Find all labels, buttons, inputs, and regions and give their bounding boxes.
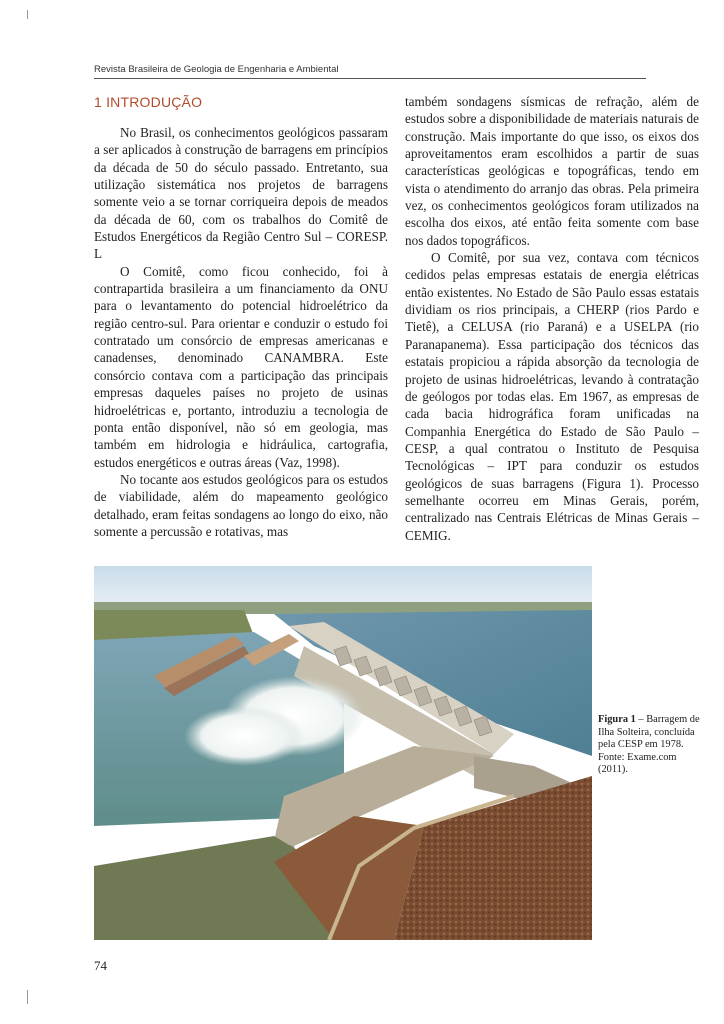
dam-photo [94, 566, 592, 940]
paragraph-continuation: também sondagens sísmicas de refração, além de estudos sobre a disponibilidade de materiais naturais de construção. Mais importante do que isso, os eixos dos aproveitamentos eram escolhidos a partir de suas características geológicas e topográficas, tendo em vista o atendimento do arranjo das obras. Pela primeira vez, os conhecimentos geológicos foram utilizados na escolha dos eixos, até então feita somente com base nos dados topográficos. [405, 94, 699, 248]
caption-text: – Barragem de Ilha Solteira, concluída pela CESP em 1978. Fonte: Exame.com (2011). [598, 714, 700, 776]
caption-label: Figura 1 [598, 714, 636, 725]
left-column [94, 93, 388, 540]
header-rule [94, 78, 646, 79]
journal-header: Revista Brasileira de Geologia de Engenharia e Ambiental [94, 64, 339, 75]
right-column [405, 93, 699, 544]
page-number: 74 [94, 958, 107, 973]
crop-mark-top [27, 10, 28, 19]
paragraph: O Comitê, como ficou conhecido, foi à contrapartida brasileira a um financiamento da ONU para o levantamento do potencial hidroelétrico da região centro-sul. Para orientar e conduzir o estudo foi contratado um consórcio de empresas americanas e canadenses, denominado CANAMBRA. Este consórcio contava com a participação das principais empresas daqueles países no projeto de usinas hidroelétricas e, portanto, introduziu a tecnologia de ponta então disponível, não só em geologia, mas também em hidrologia e hidráulica, cartografia, estudos energéticos e outras áreas (Vaz, 1998). [94, 263, 388, 470]
figure-caption [598, 714, 702, 777]
crop-mark-bottom [27, 990, 28, 1004]
paragraph: No tocante aos estudos geológicos para os estudos de viabilidade, além do mapeamento geológico detalhado, eram feitas sondagens ao longo do eixo, não somente a percussão e rotativas, mas [94, 471, 388, 539]
paragraph: No Brasil, os conhecimentos geológicos passaram a ser aplicados à construção de barragens em princípios da década de 50 do século passado. Entretanto, sua utilização sistemática nos projetos de barragens somente veio a se tornar corriqueira depois de meados da década de 60, com os trabalhos do Comitê de Estudos Energéticos da Região Centro Sul – CORESP. L [94, 125, 388, 262]
section-heading: 1 INTRODUÇÃO [94, 94, 203, 110]
paragraph: O Comitê, por sua vez, contava com técnicos cedidos pelas empresas estatais de energia elétricas então existentes. No Estado de São Paulo essas estatais dividiam os rios principais, a CHERP (rios Pardo e Tietê), a CELUSA (rio Paraná) e a USELPA (rio Paranapanema). Essa participação dos técnicos das estatais propiciou a rápida absorção da tecnologia de projeto de usinas hidroelétricas, levando à contratação de geólogos por todas elas. Em 1967, as empresas de cada bacia hidrográfica foram unificadas na Companhia Energética do Estado de São Paulo – CESP, a qual contratou o Instituto de Pesquisa Tecnológicas – IPT para conduzir os estudos geológicos de suas barragens (Figura 1). Processo semelhante ocorreu em Minas Gerais, porém, centralizado nas Centrais Elétricas de Minas Gerais – CEMIG. [405, 250, 699, 543]
